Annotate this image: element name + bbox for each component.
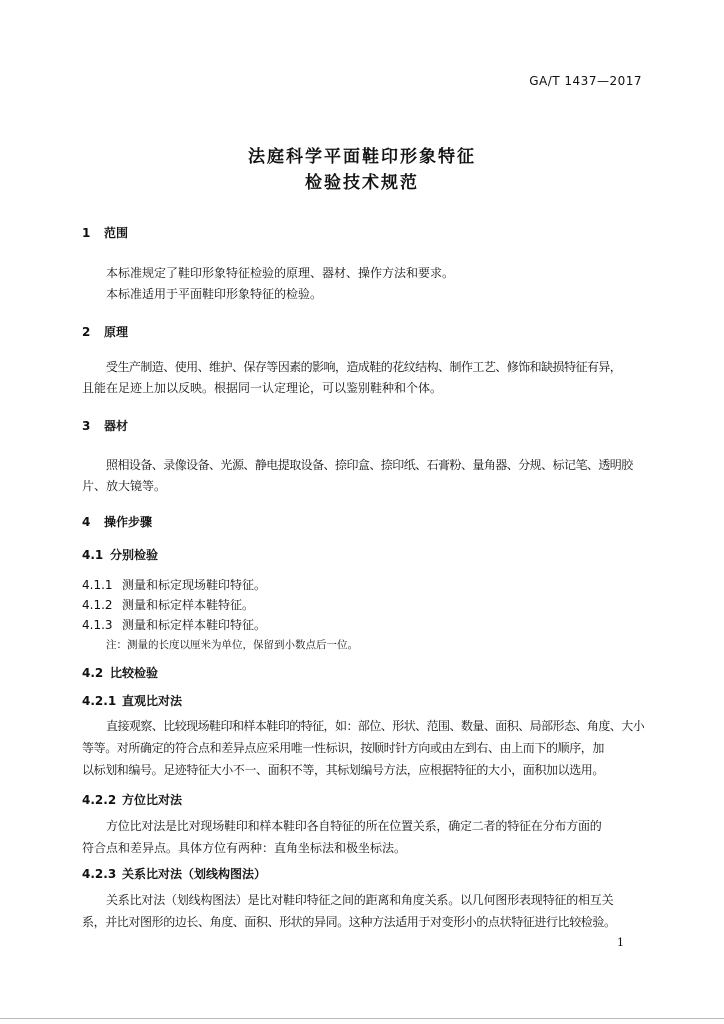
paragraph-line: 等等。对所确定的符合点和差异点应采用唯一性标识，按顺时针方向或由左到右、由上而下的顺序，加 <box>82 741 605 755</box>
paragraph-line: 以标划和编号。足迹特征大小不一、面积不等，其标划编号方法，应根据特征的大小，面积加以选用。 <box>82 763 605 777</box>
clause-title: 关系比对法（划线构图法） <box>122 867 267 881</box>
clause-text: 测量和标定现场鞋印特征。 <box>122 578 267 592</box>
subsection-4-2-heading <box>82 665 158 681</box>
section-title: 器材 <box>104 419 129 433</box>
clause-4-2-1-heading <box>82 693 182 709</box>
section-number: 2 <box>82 325 91 339</box>
paragraph-line: 本标准适用于平面鞋印形象特征的检验。 <box>106 287 323 301</box>
clause-number: 4.2.2 <box>82 793 117 807</box>
clause-text: 测量和标定样本鞋特征。 <box>122 598 255 612</box>
paragraph-line: 符合点和差异点。具体方位有两种：直角坐标法和极坐标法。 <box>82 841 407 855</box>
paragraph-line: 本标准规定了鞋印形象特征检验的原理、器材、操作方法和要求。 <box>106 266 455 280</box>
section-title: 范围 <box>104 226 129 240</box>
paragraph-line: 照相设备、录像设备、光源、静电提取设备、捺印盒、捺印纸、石膏粉、量角器、分规、标记笔、透明胶 <box>106 458 633 472</box>
section-title: 分别检验 <box>110 548 159 562</box>
clause-number: 4.2.1 <box>82 694 117 708</box>
section-title: 操作步骤 <box>104 515 153 529</box>
subsection-4-1-heading <box>82 547 158 563</box>
note: 注：测量的长度以厘米为单位，保留到小数点后一位。 <box>106 639 358 651</box>
clause-number: 4.1.1 <box>82 578 113 592</box>
standard-number: GA/T 1437—2017 <box>529 74 642 88</box>
section-number: 4.1 <box>82 548 104 562</box>
clause-number: 4.1.2 <box>82 598 113 612</box>
section-3-heading <box>82 418 128 434</box>
clause-title: 方位比对法 <box>122 793 183 807</box>
paragraph-line: 且能在足迹上加以反映。根据同一认定理论，可以鉴别鞋种和个体。 <box>82 381 443 395</box>
clause-4-1-2 <box>82 597 254 613</box>
clause-4-2-3-heading <box>82 866 266 882</box>
section-2-heading <box>82 324 128 340</box>
clause-number: 4.2.3 <box>82 867 117 881</box>
section-number: 4 <box>82 515 91 529</box>
document-title-line1: 法庭科学平面鞋印形象特征 <box>248 147 476 167</box>
paragraph-line: 方位比对法是比对现场鞋印和样本鞋印各自特征的所在位置关系，确定二者的特征在分布方面的 <box>106 819 602 833</box>
page-edge-divider <box>0 1018 724 1019</box>
section-4-heading <box>82 514 152 530</box>
clause-4-1-3 <box>82 617 266 633</box>
paragraph-line: 片、放大镜等。 <box>82 479 167 493</box>
clause-title: 直观比对法 <box>122 694 183 708</box>
paragraph-line: 系，并比对图形的边长、角度、面积、形状的异同。这种方法适用于对变形小的点状特征进行比较检验。 <box>82 915 616 929</box>
section-number: 1 <box>82 226 91 240</box>
clause-4-1-1 <box>82 577 266 593</box>
paragraph-line: 关系比对法（划线构图法）是比对鞋印特征之间的距离和角度关系。以几何图形表现特征的相互关 <box>106 893 614 907</box>
clause-4-2-2-heading <box>82 792 182 808</box>
section-title: 比较检验 <box>110 666 159 680</box>
section-number: 4.2 <box>82 666 104 680</box>
document-title-line2: 检验技术规范 <box>305 173 419 193</box>
section-1-heading <box>82 225 128 241</box>
section-title: 原理 <box>104 325 129 339</box>
section-number: 3 <box>82 419 91 433</box>
page-number: 1 <box>617 936 624 949</box>
clause-number: 4.1.3 <box>82 618 113 632</box>
paragraph-line: 受生产制造、使用、维护、保存等因素的影响，造成鞋的花纹结构、制作工艺、修饰和缺损特征有异， <box>106 360 622 374</box>
clause-text: 测量和标定样本鞋印特征。 <box>122 618 267 632</box>
paragraph-line: 直接观察、比较现场鞋印和样本鞋印的特征，如：部位、形状、范围、数量、面积、局部形态、角度、大小 <box>106 719 645 733</box>
